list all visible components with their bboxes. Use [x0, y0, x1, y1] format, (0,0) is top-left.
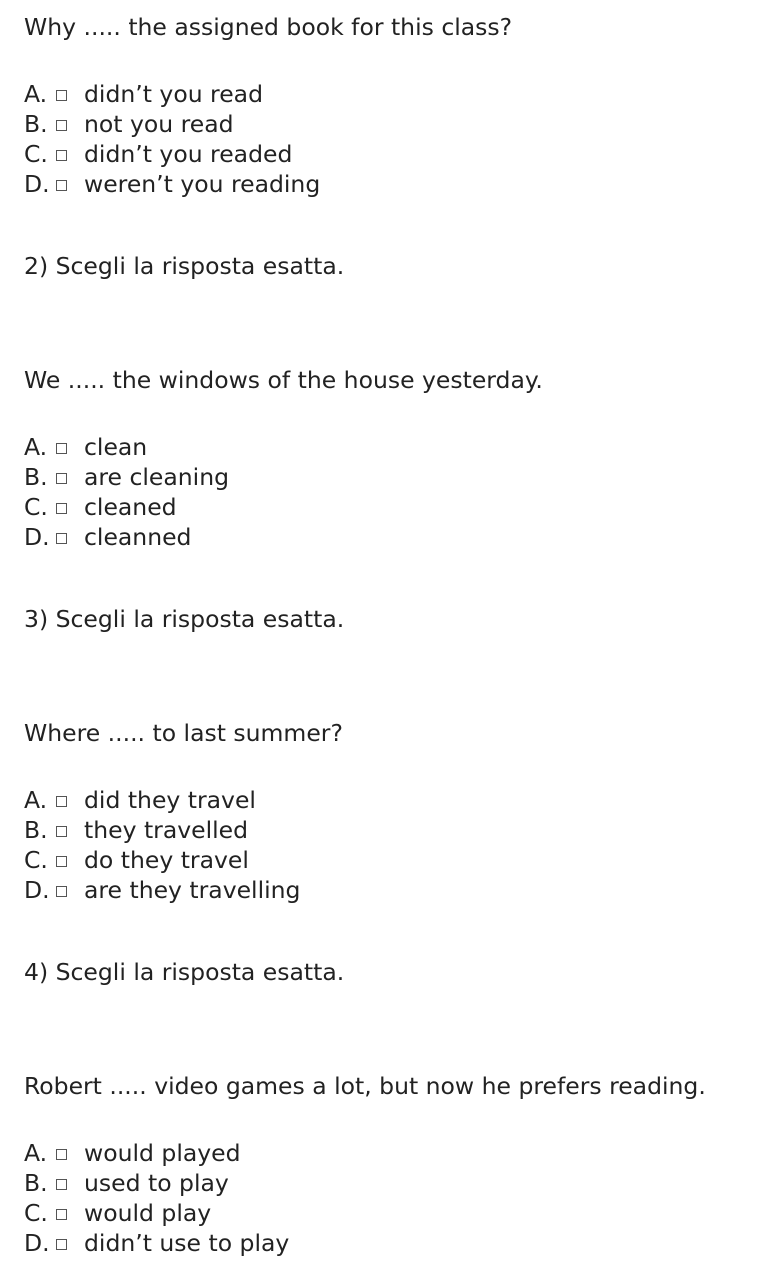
checkbox[interactable] — [56, 150, 67, 161]
option-letter: A. — [24, 433, 48, 461]
answer-option-b[interactable] — [24, 1168, 229, 1198]
checkbox[interactable] — [56, 1179, 67, 1190]
option-text: used to play — [84, 1169, 229, 1197]
option-text: cleanned — [84, 523, 192, 551]
option-text: clean — [84, 433, 148, 461]
checkbox[interactable] — [56, 90, 67, 101]
option-text: cleaned — [84, 493, 177, 521]
option-text: are cleaning — [84, 463, 230, 491]
option-letter: B. — [24, 816, 48, 844]
option-text: did they travel — [84, 786, 256, 814]
checkbox[interactable] — [56, 443, 67, 454]
option-letter: B. — [24, 463, 48, 491]
option-letter: D. — [24, 1229, 50, 1257]
question-header: 2) Scegli la risposta esatta. — [24, 252, 345, 280]
checkbox[interactable] — [56, 1239, 67, 1250]
option-letter: D. — [24, 876, 50, 904]
checkbox[interactable] — [56, 1149, 67, 1160]
checkbox[interactable] — [56, 826, 67, 837]
option-text: are they travelling — [84, 876, 301, 904]
answer-option-d[interactable] — [24, 1228, 289, 1258]
option-letter: B. — [24, 1169, 48, 1197]
option-text: they travelled — [84, 816, 249, 844]
answer-option-c[interactable] — [24, 1198, 211, 1228]
checkbox[interactable] — [56, 533, 67, 544]
question-header: 3) Scegli la risposta esatta. — [24, 605, 345, 633]
checkbox[interactable] — [56, 886, 67, 897]
option-text: didn’t use to play — [84, 1229, 290, 1257]
checkbox[interactable] — [56, 856, 67, 867]
option-text: not you read — [84, 110, 234, 138]
option-text: didn’t you read — [84, 80, 263, 108]
answer-option-c[interactable] — [24, 139, 292, 169]
answer-option-b[interactable] — [24, 109, 234, 139]
answer-option-c[interactable] — [24, 492, 177, 522]
answer-option-d[interactable] — [24, 875, 300, 905]
question-header: 4) Scegli la risposta esatta. — [24, 958, 345, 986]
option-letter: C. — [24, 493, 48, 521]
question-prompt: Where ..... to last summer? — [24, 719, 343, 747]
answer-option-d[interactable] — [24, 522, 191, 552]
option-letter: C. — [24, 1199, 48, 1227]
answer-option-a[interactable] — [24, 79, 263, 109]
question-prompt: Why ..... the assigned book for this class? — [24, 13, 513, 41]
checkbox[interactable] — [56, 180, 67, 191]
checkbox[interactable] — [56, 796, 67, 807]
option-letter: D. — [24, 170, 50, 198]
option-letter: C. — [24, 140, 48, 168]
question-prompt: We ..... the windows of the house yesterday. — [24, 366, 543, 394]
answer-option-b[interactable] — [24, 815, 248, 845]
option-text: didn’t you readed — [84, 140, 293, 168]
option-text: would played — [84, 1139, 241, 1167]
answer-option-a[interactable] — [24, 432, 147, 462]
option-text: do they travel — [84, 846, 249, 874]
answer-option-d[interactable] — [24, 169, 320, 199]
option-letter: D. — [24, 523, 50, 551]
checkbox[interactable] — [56, 1209, 67, 1220]
option-letter: A. — [24, 1139, 48, 1167]
answer-option-b[interactable] — [24, 462, 229, 492]
option-letter: A. — [24, 786, 48, 814]
answer-option-a[interactable] — [24, 785, 256, 815]
answer-option-c[interactable] — [24, 845, 249, 875]
option-text: would play — [84, 1199, 212, 1227]
checkbox[interactable] — [56, 120, 67, 131]
checkbox[interactable] — [56, 473, 67, 484]
option-letter: C. — [24, 846, 48, 874]
option-letter: B. — [24, 110, 48, 138]
checkbox[interactable] — [56, 503, 67, 514]
option-text: weren’t you reading — [84, 170, 321, 198]
answer-option-a[interactable] — [24, 1138, 241, 1168]
question-prompt: Robert ..... video games a lot, but now he prefers reading. — [24, 1072, 706, 1100]
option-letter: A. — [24, 80, 48, 108]
